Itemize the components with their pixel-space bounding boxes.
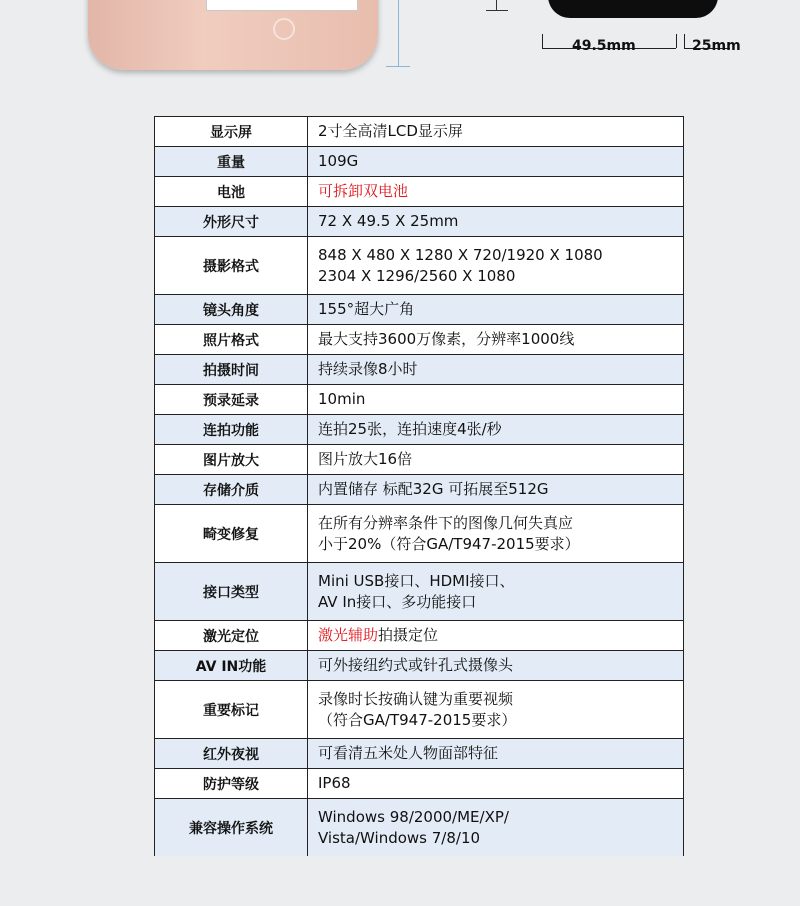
table-row <box>155 505 683 563</box>
table-row <box>155 355 683 385</box>
row-value: 在所有分辨率条件下的图像几何失真应 小于20%（符合GA/T947-2015要求） <box>318 513 580 553</box>
phone-screen <box>206 0 358 11</box>
row-label: 重量 <box>155 147 308 176</box>
table-row <box>155 651 683 681</box>
table-row <box>155 475 683 505</box>
table-row <box>155 769 683 799</box>
row-value: 可外接纽约式或针孔式摄像头 <box>308 651 683 680</box>
row-value: 109G <box>308 147 683 176</box>
row-value: 2寸全高清LCD显示屏 <box>318 122 463 140</box>
table-row <box>155 445 683 475</box>
row-label: 摄影格式 <box>155 237 308 294</box>
row-label: 接口类型 <box>155 563 308 620</box>
row-label: 连拍功能 <box>155 415 308 444</box>
row-value: 可拆卸双电池 <box>318 182 409 200</box>
table-row <box>155 385 683 415</box>
table-row <box>155 563 683 621</box>
row-value: 848 X 480 X 1280 X 720/1920 X 1080 2304 X 1296/2560 X 1080 <box>318 245 603 285</box>
table-row <box>155 739 683 769</box>
row-value: 72 X 49.5 X 25mm <box>308 207 683 236</box>
table-row <box>155 207 683 237</box>
row-label: 照片格式 <box>155 325 308 354</box>
table-row <box>155 621 683 651</box>
row-value: 连拍25张，连拍速度4张/秒 <box>308 415 683 444</box>
table-row <box>155 799 683 856</box>
dimension-depth-label: 25mm <box>692 38 741 54</box>
product-image-strip <box>0 0 800 100</box>
row-label: AV IN功能 <box>155 651 308 680</box>
row-value: 图片放大16倍 <box>318 450 413 468</box>
row-label: 兼容操作系统 <box>155 799 308 856</box>
size-guide-line <box>386 66 410 67</box>
table-row <box>155 237 683 295</box>
table-row <box>155 325 683 355</box>
row-label: 重要标记 <box>155 681 308 738</box>
row-value: 激光辅助拍摄定位 <box>318 626 439 644</box>
row-label: 畸变修复 <box>155 505 308 562</box>
row-label: 预录延录 <box>155 385 308 414</box>
dimension-tick <box>684 34 685 48</box>
row-label: 存储介质 <box>155 475 308 504</box>
spec-table <box>154 116 684 856</box>
row-label: 电池 <box>155 177 308 206</box>
row-label: 防护等级 <box>155 769 308 798</box>
size-guide-mark <box>496 0 497 10</box>
row-label: 激光定位 <box>155 621 308 650</box>
row-value: 持续录像8小时 <box>308 355 683 384</box>
row-value: IP68 <box>318 774 351 792</box>
size-guide-mark <box>486 10 508 11</box>
row-label: 镜头角度 <box>155 295 308 324</box>
row-label: 外形尺寸 <box>155 207 308 236</box>
home-button-icon <box>273 18 295 40</box>
table-row <box>155 295 683 325</box>
row-label: 拍摄时间 <box>155 355 308 384</box>
row-label: 图片放大 <box>155 445 308 474</box>
size-guide-line <box>398 0 399 66</box>
row-value: 10min <box>318 390 366 408</box>
row-label: 红外夜视 <box>155 739 308 768</box>
row-label: 显示屏 <box>155 117 308 146</box>
row-value: Windows 98/2000/ME/XP/ Vista/Windows 7/8/10 <box>308 799 683 856</box>
dimension-tick <box>542 34 543 48</box>
row-value: Mini USB接口、HDMI接口、 AV In接口、多功能接口 <box>308 563 683 620</box>
row-value: 内置储存 标配32G 可拓展至512G <box>308 475 683 504</box>
row-value: 最大支持3600万像素，分辨率1000线 <box>318 330 575 348</box>
row-value: 可看清五米处人物面部特征 <box>308 739 683 768</box>
table-row <box>155 177 683 207</box>
table-row <box>155 117 683 147</box>
table-row <box>155 415 683 445</box>
table-row <box>155 147 683 177</box>
row-value: 155°超大广角 <box>308 295 683 324</box>
camera-device-image <box>548 0 718 18</box>
table-row <box>155 681 683 739</box>
dimension-tick <box>676 34 677 48</box>
dimension-width-label: 49.5mm <box>572 38 636 54</box>
row-value: 录像时长按确认键为重要视频 （符合GA/T947-2015要求） <box>318 689 517 729</box>
phone-image <box>88 0 378 70</box>
